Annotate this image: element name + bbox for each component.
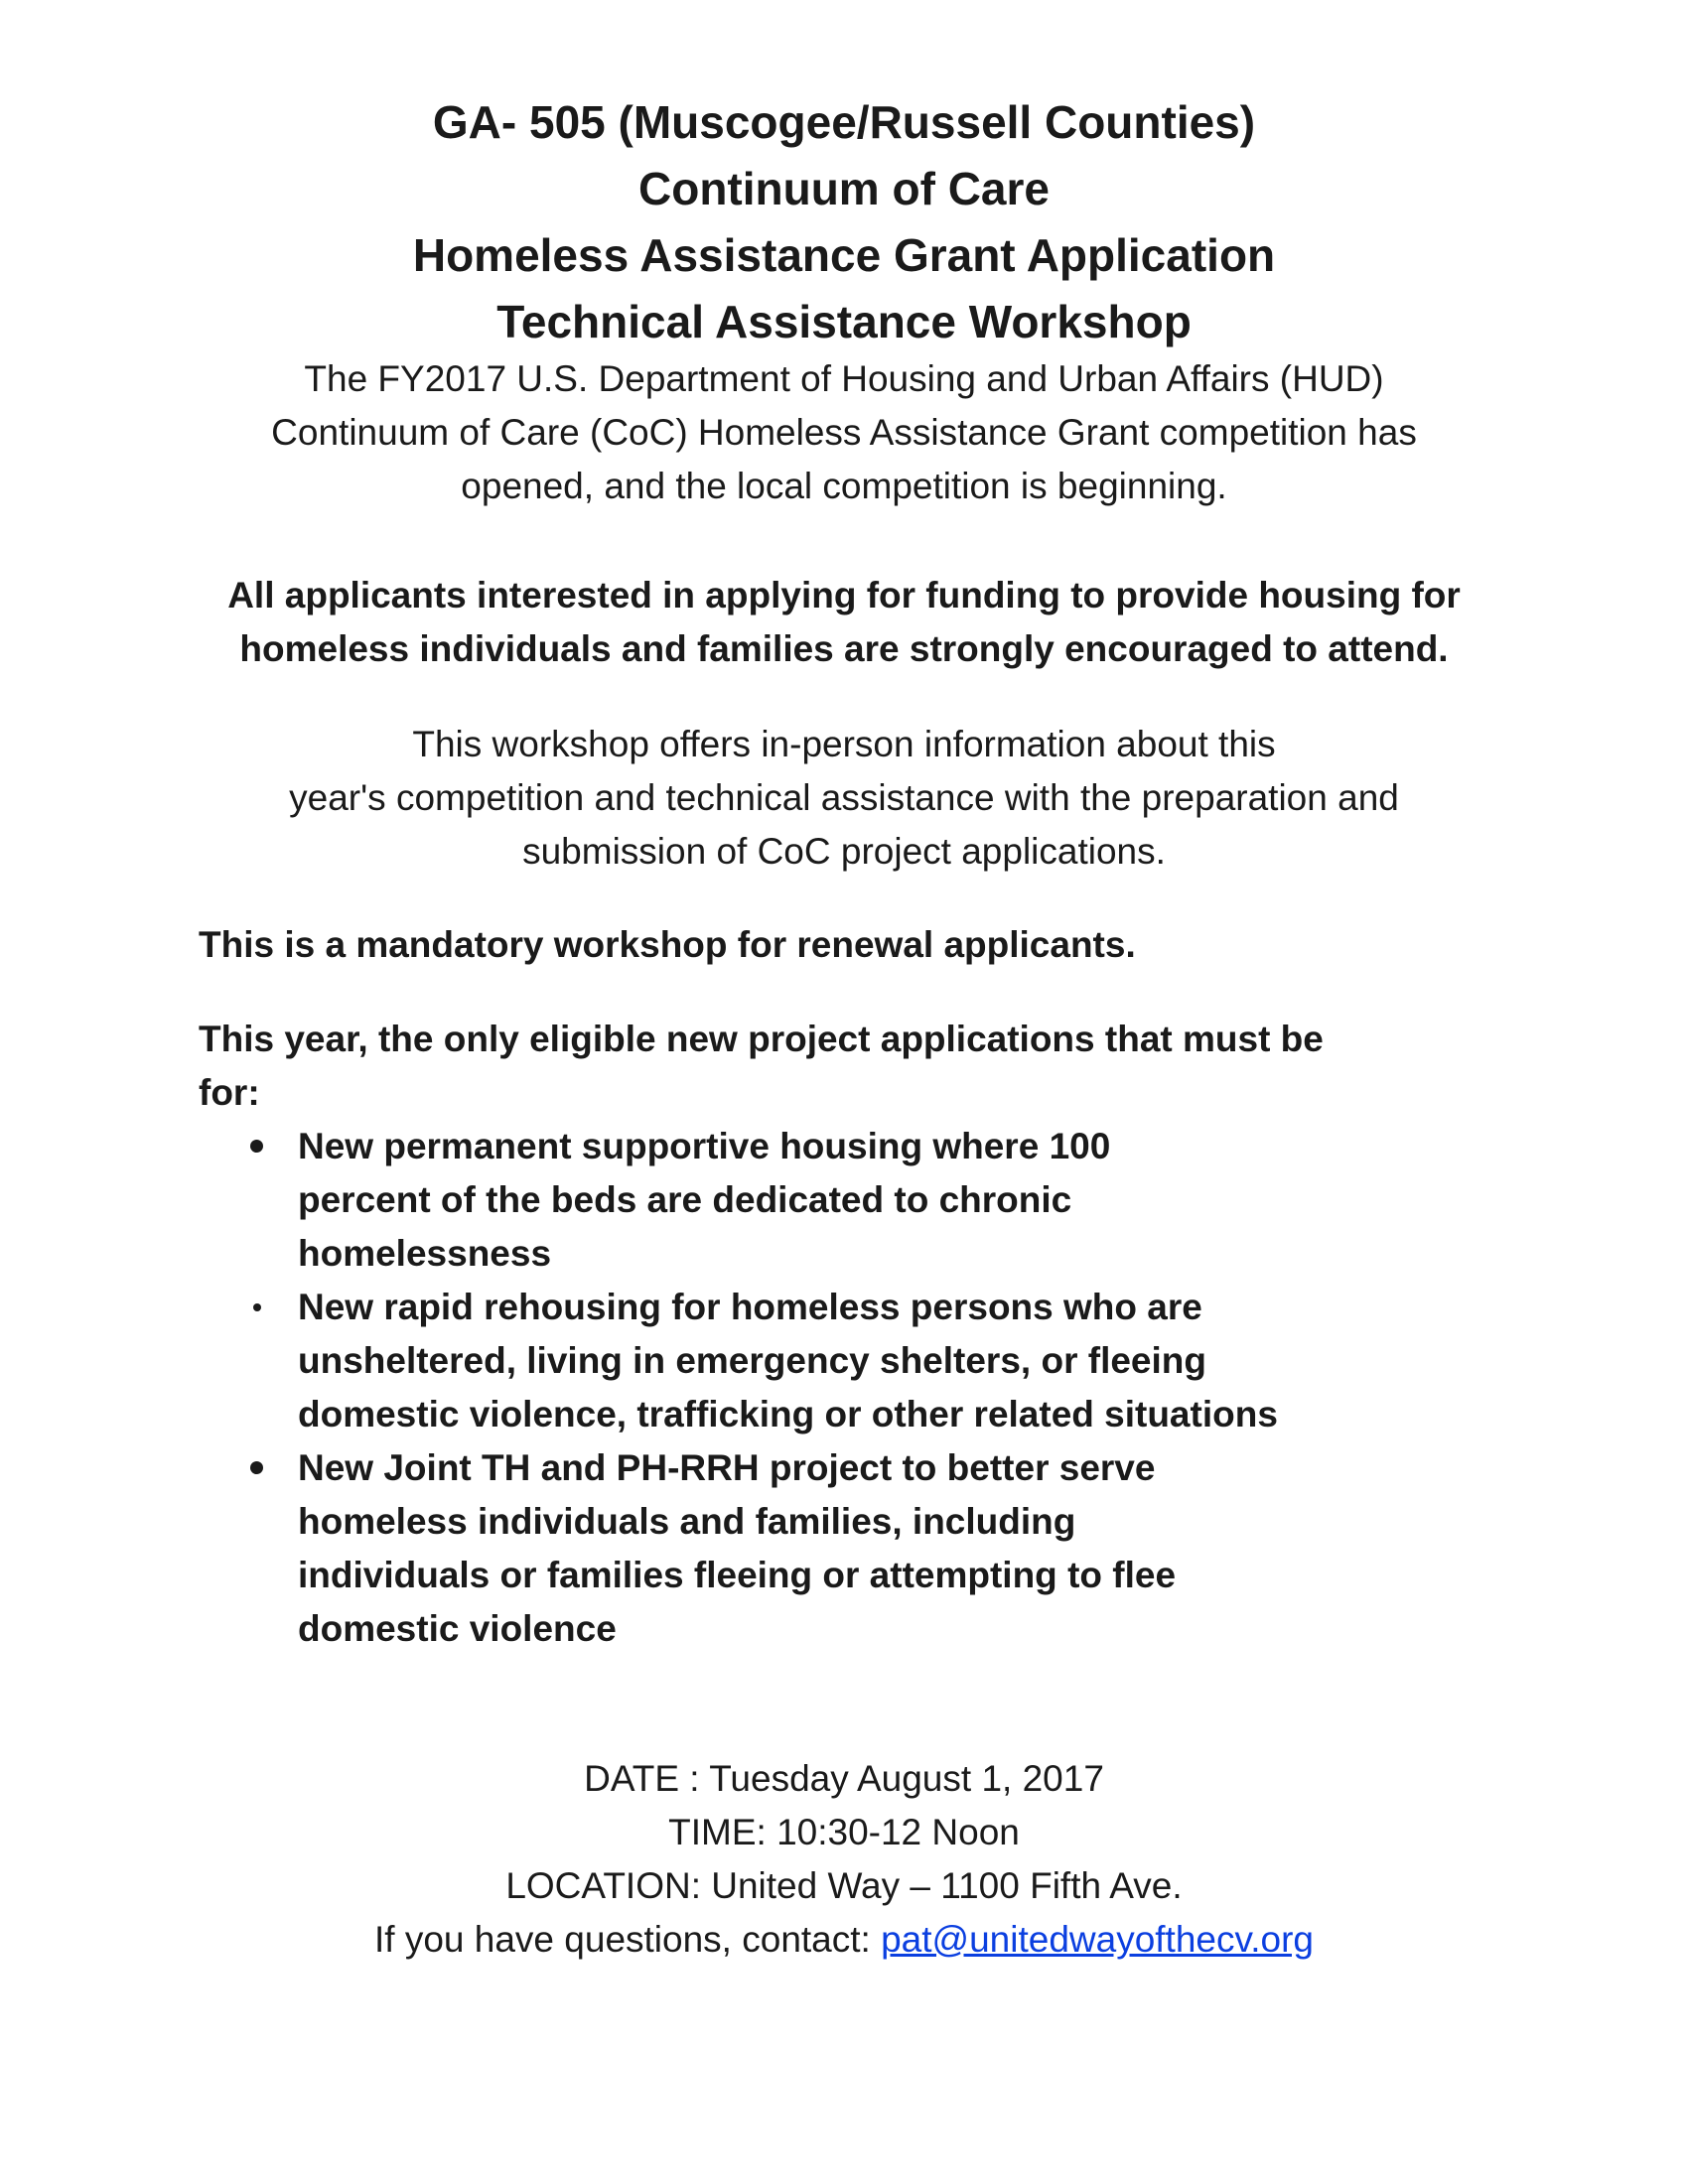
contact-email-link[interactable]: pat@unitedwayofthecv.org: [881, 1919, 1314, 1960]
bullet-line: unsheltered, living in emergency shelters, or fleeing: [298, 1340, 1206, 1381]
contact-prefix: If you have questions, contact:: [374, 1919, 882, 1960]
eligible-projects-list: [199, 1120, 1390, 1656]
callout-line: All applicants interested in applying for funding to provide housing for: [227, 575, 1461, 615]
title-line-workshop: Technical Assistance Workshop: [496, 296, 1192, 347]
event-time: TIME: 10:30-12 Noon: [668, 1812, 1020, 1852]
list-item: [199, 1281, 1390, 1441]
title-line-counties: GA- 505 (Muscogee/Russell Counties): [432, 96, 1256, 148]
workshop-line: This workshop offers in-person information about this: [412, 724, 1276, 764]
eligible-line: This year, the only eligible new project applications that must be: [199, 1019, 1324, 1059]
bullet-line: domestic violence: [298, 1608, 617, 1649]
title-line-grant: Homeless Assistance Grant Application: [412, 229, 1276, 281]
intro-line: Continuum of Care (CoC) Homeless Assistance Grant competition has: [271, 412, 1417, 453]
bullet-line: New rapid rehousing for homeless persons who are: [298, 1287, 1202, 1327]
bullet-line: individuals or families fleeing or attempting to flee: [298, 1555, 1177, 1595]
bullet-line: New Joint TH and PH-RRH project to better serve: [298, 1447, 1156, 1488]
intro-line: opened, and the local competition is beginning.: [461, 466, 1227, 506]
eligible-line: for:: [199, 1072, 260, 1113]
list-item: [199, 1120, 1390, 1281]
intro-paragraph: [149, 352, 1539, 513]
bullet-icon: [250, 1461, 263, 1474]
mandatory-notice: This is a mandatory workshop for renewal applicants.: [199, 924, 1136, 965]
intro-line: The FY2017 U.S. Department of Housing and Urban Affairs (HUD): [304, 358, 1384, 399]
workshop-description: [149, 718, 1539, 879]
bullet-line: domestic violence, trafficking or other related situations: [298, 1394, 1278, 1434]
workshop-line: submission of CoC project applications.: [522, 831, 1166, 872]
event-date: DATE : Tuesday August 1, 2017: [584, 1758, 1104, 1799]
workshop-line: year's competition and technical assistance with the preparation and: [289, 777, 1399, 818]
eligible-projects-heading: [199, 1013, 1390, 1120]
bullet-icon: [253, 1303, 261, 1311]
flyer-title: [149, 89, 1539, 355]
bullet-line: percent of the beds are dedicated to chronic: [298, 1179, 1072, 1220]
callout-line: homeless individuals and families are strongly encouraged to attend.: [239, 628, 1449, 669]
contact-line: [149, 1913, 1539, 1967]
bullet-line: New permanent supportive housing where 100: [298, 1126, 1111, 1166]
title-line-continuum: Continuum of Care: [638, 163, 1050, 214]
event-location: LOCATION: United Way – 1100 Fifth Ave.: [505, 1865, 1183, 1906]
list-item: [199, 1441, 1390, 1656]
bullet-icon: [250, 1140, 263, 1153]
event-details: [149, 1752, 1539, 1967]
bullet-line: homelessness: [298, 1233, 552, 1274]
attendance-callout: [149, 569, 1539, 676]
bullet-line: homeless individuals and families, including: [298, 1501, 1076, 1542]
